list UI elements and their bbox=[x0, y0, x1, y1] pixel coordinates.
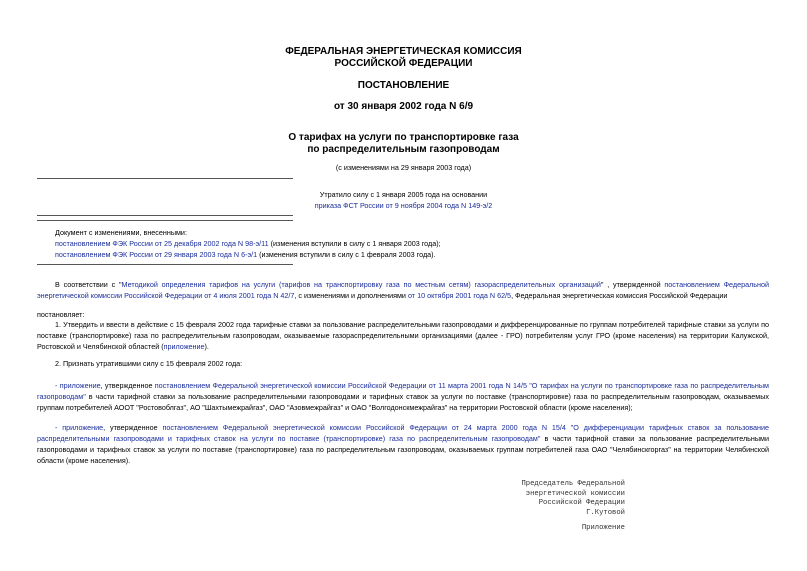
divider bbox=[37, 178, 293, 179]
appendix-link[interactable]: приложение bbox=[163, 342, 205, 351]
signature-line-1: Председатель Федеральной bbox=[521, 480, 625, 488]
decides-label: постановляет: bbox=[37, 310, 85, 319]
decree-14-5-link[interactable]: постановлением Федеральной энергетической комиссии Российской Федерации от 11 марта 2001 года N 14/5 "О тарифах на услуги по транспортировке газа по распределительным газопроводам" bbox=[37, 381, 769, 401]
appendix-link-1[interactable]: - приложение bbox=[55, 381, 101, 390]
sub-item-1-paragraph: - приложение, утвержденное постановлением Федеральной энергетической комиссии Российской Федерации от 11 марта 2001 года N 14/5 "О тарифах на услуги по транспортировке газа по распределительным газопроводам" в части тарифной ставки за пользование распределительными газопроводами и тарифных ставок за услуги по поставке (транспортировке) газа по распределительным газопроводам, оказываемых группам потребителей АООТ "Ростовоблгаз", АО "Шахтымежрайгаз", ОАО "Азовмежрайгаз" и ОАО "Волгодонскмежрайгаз" на территории Ростовской области (кроме населения); bbox=[37, 381, 769, 412]
signature-name: Г.Кутовой bbox=[586, 508, 625, 517]
changes-intro: Документ с изменениями, внесенными: bbox=[55, 228, 187, 237]
title-line-2: по распределительным газопроводам bbox=[307, 144, 500, 155]
methodology-link[interactable]: Методикой определения тарифов на услуги (тарифов на транспортировку газа по местным сетям) газораспределительных организаций bbox=[121, 280, 601, 289]
divider bbox=[37, 220, 293, 221]
appendix-label: Приложение bbox=[581, 524, 625, 532]
divider bbox=[37, 264, 293, 265]
doc-date-number: от 30 января 2002 года N 6/9 bbox=[333, 101, 474, 112]
change-decree-link-1[interactable]: постановлением ФЭК России от 25 декабря 2002 года N 98-э/11 bbox=[55, 239, 269, 248]
item-1-paragraph: 1. Утвердить и ввести в действие с 15 февраля 2002 года тарифные ставки за пользование распределительными газопроводами и дифференцированные по группам потребителей тарифные ставки за услуги по поставке (транспортировке) газа по распределительным газопроводам, оказываемые газораспределительными организациями (далее - ГРО) потребителям услуг ГРО (кроме населения) на территории Калужской, Ростовской и Челябинской областей (приложение). bbox=[37, 320, 769, 351]
decree-15-4-link[interactable]: постановлением Федеральной энергетической комиссии Российской Федерации от 24 марта 2000 года N 15/4 "О дифференциации тарифных ставок за пользование распределительными газопроводами и тарифных ставок на услуги по поставке (транспортировке) газа по распределительным газопроводам" bbox=[37, 423, 769, 443]
amendment-note: (с изменениями на 29 января 2003 года) bbox=[335, 163, 472, 172]
fek-decree-link[interactable]: постановлением Федеральной энергетической комиссии Российской Федерации от 4 июля 2001 года N 42/7 bbox=[37, 280, 769, 300]
header-line-1: ФЕДЕРАЛЬНАЯ ЭНЕРГЕТИЧЕСКАЯ КОМИССИЯ bbox=[285, 46, 522, 57]
amendment-link[interactable]: от 10 октября 2001 года N 62/5 bbox=[407, 291, 512, 300]
title-line-1: О тарифах на услуги по транспортировке газа bbox=[288, 132, 519, 143]
appendix-link-2[interactable]: - приложение bbox=[55, 423, 104, 432]
signature-block bbox=[440, 480, 625, 518]
signature-line-3: Российской Федерации bbox=[538, 499, 625, 507]
changes-item-1: постановлением ФЭК России от 25 декабря 2002 года N 98-э/11 (изменения вступили в силу с 1 января 2003 года); bbox=[55, 239, 441, 248]
sub-item-2-paragraph: - приложение, утвержденное постановлением Федеральной энергетической комиссии Российской Федерации от 24 марта 2000 года N 15/4 "О дифференциации тарифных ставок за пользование распределительными газопроводами и тарифных ставок на услуги по поставке (транспортировке) газа по распределительным газопроводам" в части тарифной ставки за пользование распределительными газопроводами и тарифных ставок за услуги по поставке (транспортировке) газа по распределительным газопроводам, оказываемых группам потребителей газа ОАО "Челябинскгоргаз" на территории Челябинской области (кроме населения). bbox=[37, 423, 769, 465]
divider bbox=[37, 215, 293, 216]
item-2-paragraph: 2. Признать утратившими силу с 15 февраля 2002 года: bbox=[55, 359, 243, 368]
doc-type: ПОСТАНОВЛЕНИЕ bbox=[357, 80, 450, 91]
header-line-2: РОССИЙСКОЙ ФЕДЕРАЦИИ bbox=[334, 58, 473, 69]
changes-item-2: постановлением ФЭК России от 29 января 2003 года N 6-э/1 (изменения вступили в силу с 1 февраля 2003 года). bbox=[55, 250, 436, 259]
preamble-paragraph: В соответствии с "Методикой определения тарифов на услуги (тарифов на транспортировку газа по местным сетям) газораспределительных организаций" , утвержденной постановлением Федеральной энергетической комиссии Российской Федерации от 4 июля 2001 года N 42/7, с изменениями и дополнениями от 10 октября 2001 года N 62/5, Федеральная энергетическая комиссия Российской Федерации bbox=[37, 280, 769, 300]
signature-line-2: энергетической комиссии bbox=[525, 489, 625, 498]
expired-note: Утратило силу с 1 января 2005 года на основании bbox=[319, 190, 488, 199]
expired-order-link[interactable]: приказа ФСТ России от 9 ноября 2004 года N 149-э/2 bbox=[314, 201, 493, 210]
change-decree-link-2[interactable]: постановлением ФЭК России от 29 января 2003 года N 6-э/1 bbox=[55, 250, 258, 259]
